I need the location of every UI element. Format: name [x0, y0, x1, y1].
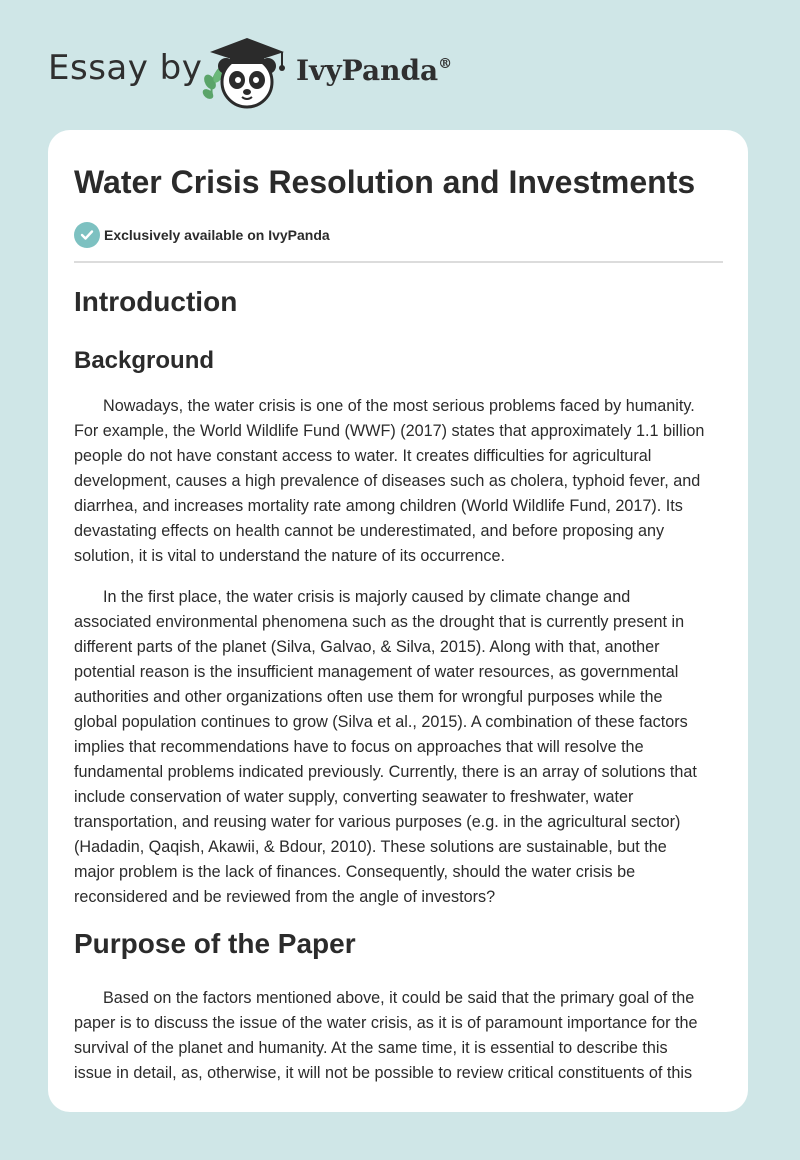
paragraph-background-1	[74, 394, 723, 569]
brand-name[interactable]: IvyPanda®	[296, 54, 453, 87]
text-line: development, causes a high prevalence of diseases such as cholera, typhoid fever, and	[74, 472, 701, 490]
divider	[74, 261, 723, 263]
section-heading-introduction: Introduction	[74, 286, 238, 317]
text-line: For example, the World Wildlife Fund (WWF) (2017) states that approximately 1.1 billion	[74, 422, 705, 440]
text-line: fundamental problems indicated previously. Currently, there is an array of solutions that	[74, 763, 697, 781]
section-heading-purpose: Purpose of the Paper	[74, 928, 356, 959]
registered-mark: ®	[438, 56, 453, 72]
check-circle-icon	[74, 222, 100, 248]
text-line: devastating effects on health cannot be underestimated, and before proposing any	[74, 522, 665, 540]
text-line: potential reason is the insufficient management of water resources, as governmental	[74, 663, 679, 681]
panda-logo-icon[interactable]	[198, 34, 294, 110]
text-line: issue in detail, as, otherwise, it will not be possible to review critical constituents of this	[74, 1064, 693, 1082]
text-line: Based on the factors mentioned above, it could be said that the primary goal of the	[103, 989, 695, 1007]
brand-prefix: Essay by	[48, 48, 203, 88]
text-line: include conservation of water supply, converting seawater to freshwater, water	[74, 788, 634, 806]
text-line: solution, it is vital to understand the nature of its occurrence.	[74, 547, 506, 565]
text-line: (Hadadin, Qaqish, Akawii, & Bdour, 2010). These solutions are sustainable, but the	[74, 838, 667, 856]
text-line: global population continues to grow (Silva et al., 2015). A combination of these factors	[74, 713, 688, 731]
exclusive-badge	[74, 221, 330, 249]
text-line: people do not have constant access to water. It creates difficulties for agricultural	[74, 447, 652, 465]
paragraph-background-2	[74, 585, 723, 910]
text-line: transportation, and reusing water for various purposes (e.g. in the agricultural sector)	[74, 813, 681, 831]
text-line: In the first place, the water crisis is majorly caused by climate change and	[103, 588, 631, 606]
text-line: diarrhea, and increases mortality rate among children (World Wildlife Fund, 2017). Its	[74, 497, 683, 515]
page-title: Water Crisis Resolution and Investments	[74, 164, 696, 200]
text-line: survival of the planet and humanity. At the same time, it is essential to describe this	[74, 1039, 668, 1057]
text-line: implies that recommendations have to focus on approaches that will resolve the	[74, 738, 644, 756]
text-line: associated environmental phenomena such as the drought that is currently present in	[74, 613, 685, 631]
text-line: Nowadays, the water crisis is one of the most serious problems faced by humanity.	[103, 397, 695, 415]
text-line: major problem is the lack of finances. Consequently, should the water crisis be	[74, 863, 636, 881]
text-line: different parts of the planet (Silva, Galvao, & Silva, 2015). Along with that, another	[74, 638, 660, 656]
section-heading-background: Background	[74, 347, 215, 374]
text-line: paper is to discuss the issue of the water crisis, as it is of paramount importance for the	[74, 1014, 698, 1032]
exclusive-label: Exclusively available on IvyPanda	[104, 227, 330, 243]
paragraph-purpose-1	[74, 986, 723, 1086]
text-line: reconsidered and be reviewed from the angle of investors?	[74, 888, 496, 906]
article-card	[48, 130, 748, 1112]
text-line: authorities and other organizations often use them for wrongful purposes while the	[74, 688, 663, 706]
site-header	[0, 0, 800, 130]
